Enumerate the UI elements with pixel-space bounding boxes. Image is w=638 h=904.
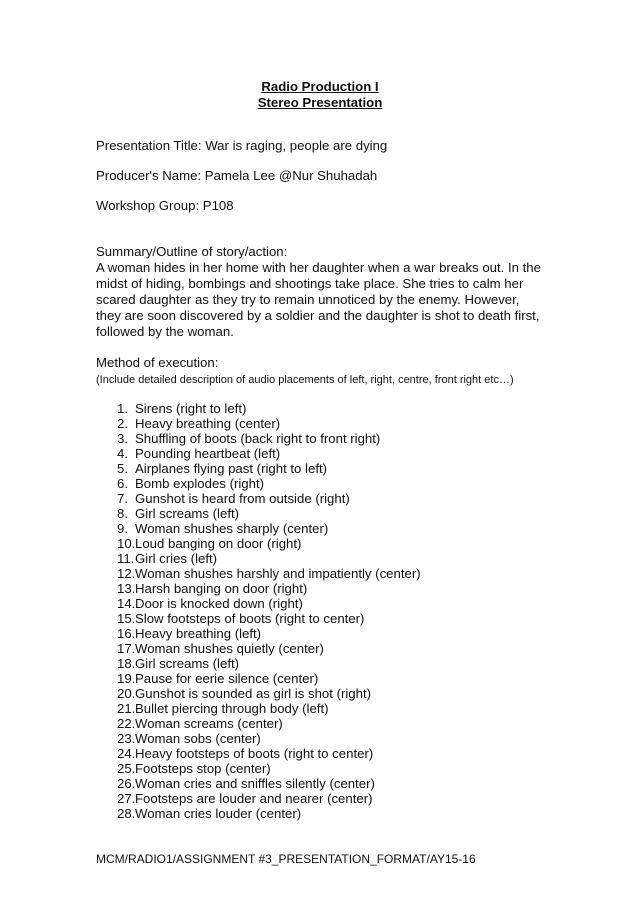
list-item bbox=[96, 611, 556, 626]
workshop-group-field: Workshop Group: P108 bbox=[96, 198, 234, 213]
list-item-number: 27. bbox=[117, 791, 136, 806]
list-item bbox=[96, 671, 556, 686]
list-item bbox=[96, 791, 556, 806]
list-item bbox=[96, 551, 556, 566]
method-note: (Include detailed description of audio placements of left, right, centre, front right etc…) bbox=[96, 374, 514, 386]
list-item-text: Slow footsteps of boots (right to center) bbox=[135, 611, 365, 626]
audio-steps-list bbox=[96, 401, 556, 821]
summary-text: A woman hides in her home with her daughter when a war breaks out. In the midst of hiding, bombings and shootings take place. She tries to calm her scared daughter as they try to remain unnoticed by the enemy. However, they are soon discovered by a soldier and the daughter is shot to death first, followed by the woman. bbox=[96, 260, 541, 339]
list-item-number: 23. bbox=[117, 731, 136, 746]
list-item-text: Pause for eerie silence (center) bbox=[135, 671, 319, 686]
list-item-text: Woman shushes sharply (center) bbox=[135, 521, 329, 536]
list-item bbox=[96, 776, 556, 791]
list-item-number: 7. bbox=[117, 491, 128, 506]
list-item bbox=[96, 656, 556, 671]
list-item-text: Pounding heartbeat (left) bbox=[135, 446, 281, 461]
list-item-text: Girl screams (left) bbox=[135, 506, 240, 521]
list-item bbox=[96, 641, 556, 656]
list-item-number: 21. bbox=[117, 701, 136, 716]
producer-name-field: Producer's Name: Pamela Lee @Nur Shuhadah bbox=[96, 168, 378, 183]
list-item-text: Woman cries louder (center) bbox=[135, 806, 302, 821]
list-item-number: 19. bbox=[117, 671, 136, 686]
list-item-text: Heavy breathing (left) bbox=[135, 626, 262, 641]
list-item bbox=[96, 476, 556, 491]
list-item bbox=[96, 536, 556, 551]
list-item bbox=[96, 401, 556, 416]
list-item-text: Heavy breathing (center) bbox=[135, 416, 281, 431]
list-item bbox=[96, 431, 556, 446]
list-item-text: Loud banging on door (right) bbox=[135, 536, 302, 551]
list-item-number: 6. bbox=[117, 476, 128, 491]
list-item-text: Footsteps stop (center) bbox=[135, 761, 271, 776]
list-item-number: 1. bbox=[117, 401, 128, 416]
list-item-text: Girl screams (left) bbox=[135, 656, 240, 671]
list-item bbox=[96, 506, 556, 521]
list-item bbox=[96, 596, 556, 611]
list-item bbox=[96, 491, 556, 506]
list-item bbox=[96, 716, 556, 731]
list-item bbox=[96, 446, 556, 461]
list-item-text: Woman shushes quietly (center) bbox=[135, 641, 324, 656]
document-title: Radio Production I bbox=[261, 79, 379, 94]
list-item-text: Woman screams (center) bbox=[135, 716, 283, 731]
list-item-number: 18. bbox=[117, 656, 136, 671]
list-item-number: 24. bbox=[117, 746, 136, 761]
method-heading: Method of execution: bbox=[96, 355, 219, 370]
list-item-number: 3. bbox=[117, 431, 128, 446]
list-item-text: Bomb explodes (right) bbox=[135, 476, 265, 491]
list-item-number: 9. bbox=[117, 521, 128, 536]
document-subtitle: Stereo Presentation bbox=[257, 95, 383, 110]
list-item-number: 15. bbox=[117, 611, 136, 626]
list-item-number: 11. bbox=[117, 551, 135, 566]
list-item bbox=[96, 566, 556, 581]
list-item bbox=[96, 806, 556, 821]
list-item-text: Shuffling of boots (back right to front right) bbox=[135, 431, 381, 446]
list-item-number: 26. bbox=[117, 776, 136, 791]
list-item-number: 20. bbox=[117, 686, 136, 701]
list-item bbox=[96, 626, 556, 641]
list-item bbox=[96, 701, 556, 716]
list-item-number: 25. bbox=[117, 761, 136, 776]
list-item-text: Gunshot is heard from outside (right) bbox=[135, 491, 350, 506]
list-item-number: 10. bbox=[117, 536, 136, 551]
list-item-text: Gunshot is sounded as girl is shot (right) bbox=[135, 686, 372, 701]
list-item-text: Footsteps are louder and nearer (center) bbox=[135, 791, 373, 806]
list-item bbox=[96, 581, 556, 596]
list-item-text: Bullet piercing through body (left) bbox=[135, 701, 329, 716]
list-item-text: Heavy footsteps of boots (right to center) bbox=[135, 746, 374, 761]
list-item-number: 17. bbox=[117, 641, 136, 656]
list-item-text: Woman cries and sniffles silently (center) bbox=[135, 776, 375, 791]
list-item-number: 13. bbox=[117, 581, 136, 596]
presentation-title-field: Presentation Title: War is raging, people are dying bbox=[96, 138, 388, 153]
list-item-number: 14. bbox=[117, 596, 136, 611]
list-item-text: Door is knocked down (right) bbox=[135, 596, 303, 611]
list-item-number: 12. bbox=[117, 566, 136, 581]
list-item bbox=[96, 461, 556, 476]
list-item-text: Woman sobs (center) bbox=[135, 731, 261, 746]
list-item-number: 2. bbox=[117, 416, 128, 431]
list-item bbox=[96, 416, 556, 431]
list-item-number: 8. bbox=[117, 506, 128, 521]
list-item-text: Harsh banging on door (right) bbox=[135, 581, 308, 596]
list-item bbox=[96, 761, 556, 776]
document-title-block bbox=[0, 79, 638, 111]
list-item-text: Girl cries (left) bbox=[135, 551, 218, 566]
document-footer: MCM/RADIO1/ASSIGNMENT #3_PRESENTATION_FORMAT/AY15-16 bbox=[96, 852, 476, 866]
list-item-text: Airplanes flying past (right to left) bbox=[135, 461, 328, 476]
list-item bbox=[96, 521, 556, 536]
list-item bbox=[96, 686, 556, 701]
list-item-number: 22. bbox=[117, 716, 136, 731]
list-item-number: 5. bbox=[117, 461, 128, 476]
list-item-number: 16. bbox=[117, 626, 136, 641]
list-item-number: 4. bbox=[117, 446, 128, 461]
summary-heading: Summary/Outline of story/action: bbox=[96, 244, 288, 259]
document-body bbox=[96, 138, 556, 821]
list-item-number: 28. bbox=[117, 806, 136, 821]
list-item-text: Sirens (right to left) bbox=[135, 401, 247, 416]
list-item bbox=[96, 746, 556, 761]
list-item-text: Woman shushes harshly and impatiently (center) bbox=[135, 566, 421, 581]
list-item bbox=[96, 731, 556, 746]
